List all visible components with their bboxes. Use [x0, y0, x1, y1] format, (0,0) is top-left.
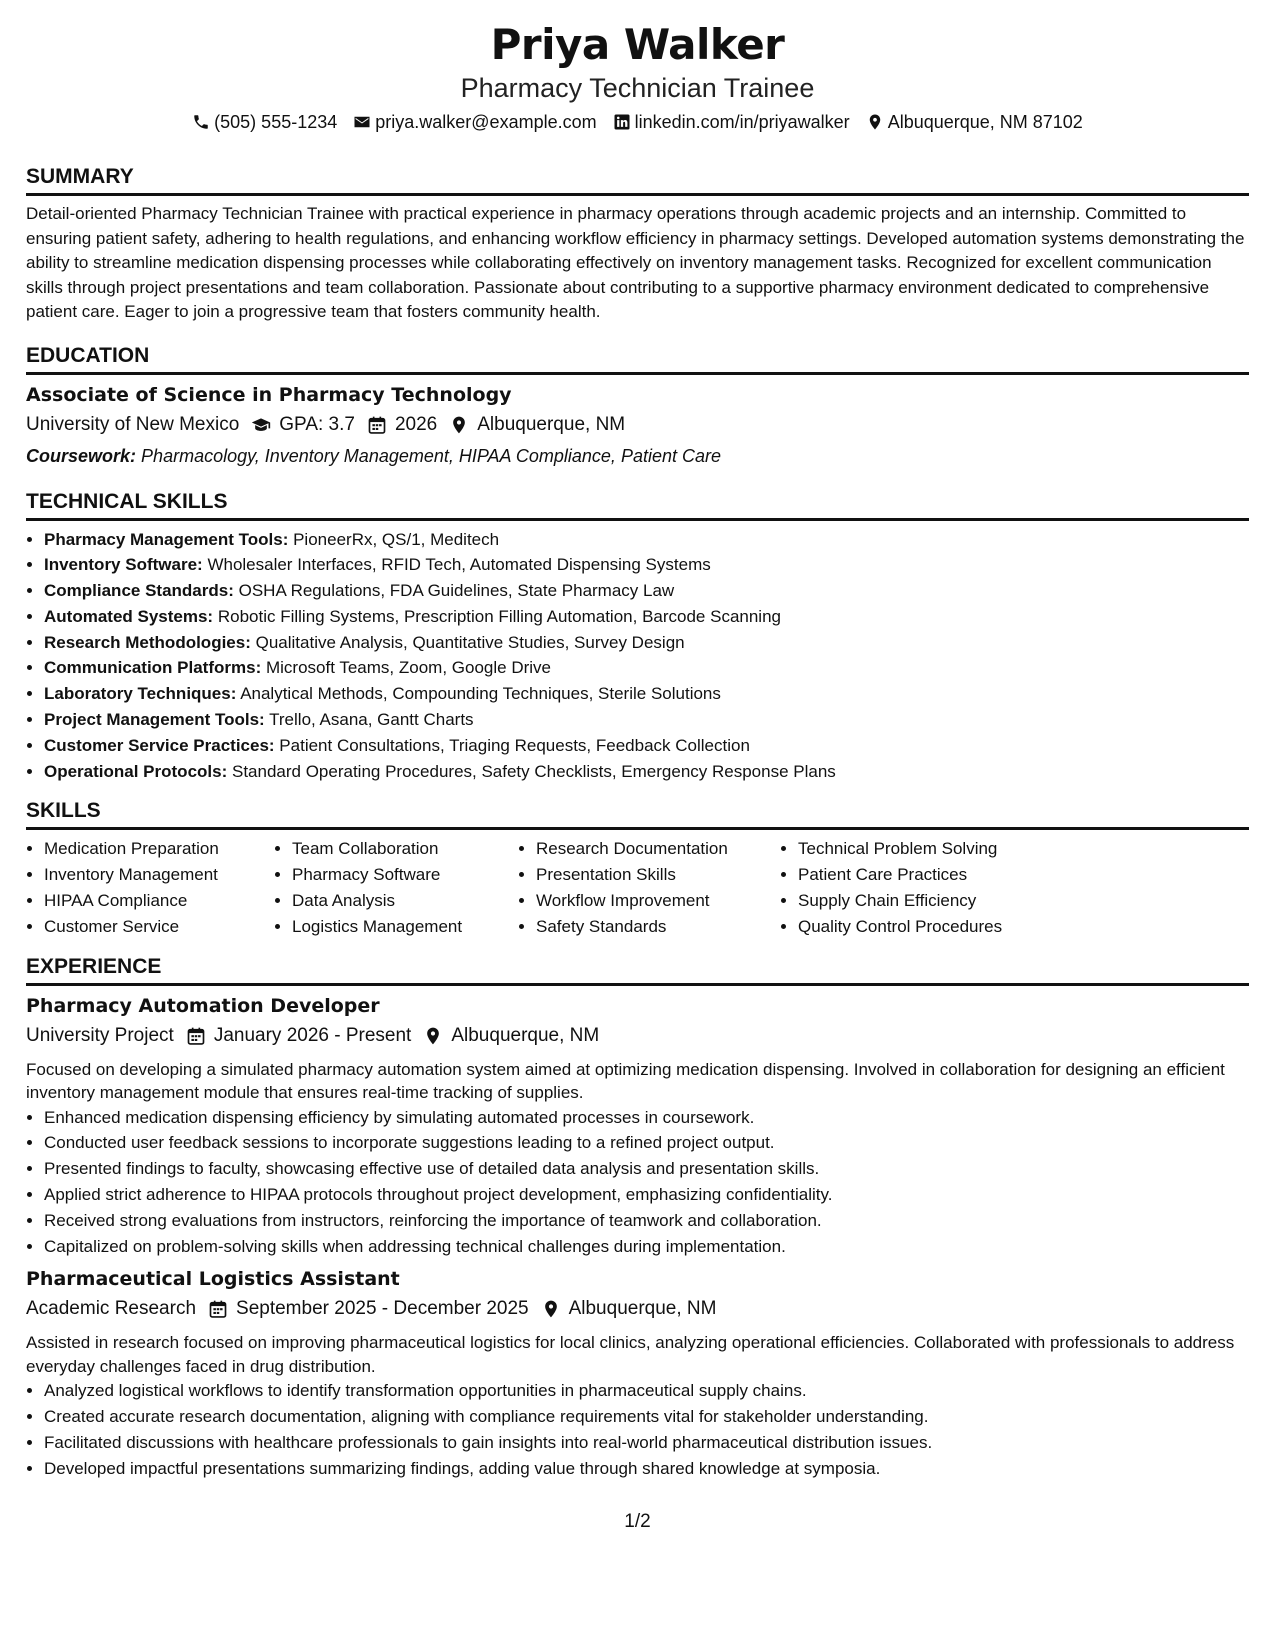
calendar-icon [367, 415, 387, 435]
list-item: • Customer Service [44, 914, 274, 940]
contact-email[interactable] [353, 110, 596, 134]
technical-skills-heading: TECHNICAL SKILLS [26, 489, 1249, 521]
graduation-year-item [367, 411, 437, 439]
summary-heading: SUMMARY [26, 164, 1249, 196]
list-item: • Presentation Skills [536, 862, 780, 888]
education-location-text: Albuquerque, NM [477, 413, 626, 435]
map-pin-icon [423, 1026, 443, 1046]
skill-label: Pharmacy Management Tools: [44, 529, 289, 549]
list-item: • Capitalized on problem-solving skills when addressing technical challenges during implementation. [44, 1234, 1249, 1260]
skill-label: Operational Protocols: [44, 761, 228, 781]
experience-heading: EXPERIENCE [26, 954, 1249, 986]
list-item [44, 681, 1249, 707]
skill-label: Laboratory Techniques: [44, 684, 237, 704]
skills-column [780, 836, 1058, 939]
list-item [44, 527, 1249, 553]
skill-value: Patient Consultations, Triaging Requests, Feedback Collection [279, 735, 750, 755]
list-item: • Data Analysis [292, 888, 518, 914]
job-description: Focused on developing a simulated pharmacy automation system aimed at optimizing medication dispensing. Involved in collaboration for designing an efficient inventory management module that ensures real-time tracking of supplies. [26, 1059, 1225, 1103]
skill-label: Compliance Standards: [44, 581, 234, 601]
job-bullets [26, 1378, 1249, 1481]
job-meta [26, 1295, 1249, 1323]
education-location-item [449, 411, 625, 439]
skill-label: Automated Systems: [44, 606, 214, 626]
skill-value: OSHA Regulations, FDA Guidelines, State Pharmacy Law [238, 581, 675, 601]
skills-grid [26, 836, 1249, 939]
job-organization: Academic Research [26, 1298, 197, 1320]
contact-linkedin[interactable] [613, 110, 850, 134]
candidate-headline: Pharmacy Technician Trainee [460, 73, 815, 103]
list-item: • Research Documentation [536, 836, 780, 862]
contact-bar [26, 110, 1249, 134]
experience-entry [26, 1267, 1249, 1481]
job-location-item [541, 1295, 717, 1323]
skills-heading: SKILLS [26, 798, 1249, 830]
list-item: • HIPAA Compliance [44, 888, 274, 914]
list-item: • Inventory Management [44, 862, 274, 888]
list-item: • Logistics Management [292, 914, 518, 940]
list-item: • Developed impactful presentations summarizing findings, adding value through shared knowledge at symposia. [44, 1456, 1249, 1482]
contact-location [866, 110, 1083, 134]
gpa-text: GPA: 3.7 [279, 413, 355, 435]
contact-email-text: priya.walker@example.com [375, 112, 597, 132]
list-item: • Conducted user feedback sessions to incorporate suggestions leading to a refined project output. [44, 1130, 1249, 1156]
job-meta [26, 1022, 1249, 1050]
list-item [44, 733, 1249, 759]
skill-value: Robotic Filling Systems, Prescription Filling Automation, Barcode Scanning [217, 606, 781, 626]
school-name: University of New Mexico [26, 413, 240, 435]
list-item: • Workflow Improvement [536, 888, 780, 914]
job-bullets [26, 1105, 1249, 1260]
envelope-icon [353, 113, 371, 131]
summary-text: Detail-oriented Pharmacy Technician Trainee with practical experience in pharmacy operations through academic projects and an internship. Committed to ensuring patient safety, adhering to health regulations, and enhancing workflow efficiency in pharmacy settings. Developed automation systems demonstrating the ability to streamline medication dispensing processes while collaborating effectively on inventory management tasks. Recognized for excellent communication skills through project presentations and team collaboration. Passionate about contributing to a supportive pharmacy environment dedicated to comprehensive patient care. Eager to join a progressive team that fosters community health. [26, 204, 1245, 321]
resume-page [26, 20, 1249, 1532]
list-item [44, 604, 1249, 630]
list-item [44, 655, 1249, 681]
skill-label: Customer Service Practices: [44, 735, 275, 755]
job-location: Albuquerque, NM [568, 1298, 717, 1320]
skill-value: Standard Operating Procedures, Safety Checklists, Emergency Response Plans [231, 761, 836, 781]
skill-value: PioneerRx, QS/1, Meditech [293, 529, 500, 549]
list-item [44, 630, 1249, 656]
coursework-line [26, 443, 1249, 469]
skills-column [274, 836, 518, 939]
job-dates-item [186, 1022, 412, 1050]
list-item: • Pharmacy Software [292, 862, 518, 888]
skill-value: Microsoft Teams, Zoom, Google Drive [265, 658, 551, 678]
job-dates-item [208, 1295, 529, 1323]
list-item: • Technical Problem Solving [798, 836, 1058, 862]
coursework-label: Coursework: [26, 445, 137, 466]
graduation-year-text: 2026 [394, 413, 438, 435]
contact-location-text: Albuquerque, NM 87102 [887, 112, 1083, 132]
job-location-item [423, 1022, 599, 1050]
gpa-item [251, 411, 355, 439]
list-item [44, 578, 1249, 604]
phone-icon [192, 113, 210, 131]
experience-entry [26, 994, 1249, 1260]
skill-label: Communication Platforms: [44, 658, 262, 678]
skill-value: Qualitative Analysis, Quantitative Studies, Survey Design [255, 632, 685, 652]
calendar-icon [208, 1299, 228, 1319]
calendar-icon [186, 1026, 206, 1046]
job-title: Pharmacy Automation Developer [26, 994, 380, 1017]
list-item: • Supply Chain Efficiency [798, 888, 1058, 914]
list-item [44, 552, 1249, 578]
list-item: • Analyzed logistical workflows to identify transformation opportunities in pharmaceutical supply chains. [44, 1378, 1249, 1404]
education-meta [26, 411, 1249, 439]
list-item: • Patient Care Practices [798, 862, 1058, 888]
skill-value: Analytical Methods, Compounding Techniques, Sterile Solutions [240, 684, 721, 704]
list-item: • Enhanced medication dispensing efficiency by simulating automated processes in coursework. [44, 1105, 1249, 1131]
list-item: • Quality Control Procedures [798, 914, 1058, 940]
skills-column [26, 836, 274, 939]
list-item: • Received strong evaluations from instructors, reinforcing the importance of teamwork and collaboration. [44, 1208, 1249, 1234]
contact-phone-text: (505) 555-1234 [214, 112, 338, 132]
degree-title: Associate of Science in Pharmacy Technology [26, 383, 512, 406]
skill-label: Inventory Software: [44, 555, 203, 575]
job-organization: University Project [26, 1024, 174, 1046]
map-pin-icon [866, 113, 884, 131]
list-item: • Team Collaboration [292, 836, 518, 862]
list-item [44, 707, 1249, 733]
skill-value: Wholesaler Interfaces, RFID Tech, Automated Dispensing Systems [207, 555, 711, 575]
list-item: • Facilitated discussions with healthcare professionals to gain insights into real-world pharmaceutical distribution issues. [44, 1430, 1249, 1456]
list-item [44, 759, 1249, 785]
skill-label: Research Methodologies: [44, 632, 251, 652]
graduation-cap-icon [251, 415, 271, 435]
coursework-text: Pharmacology, Inventory Management, HIPAA Compliance, Patient Care [141, 445, 721, 466]
technical-skills-list [26, 527, 1249, 785]
linkedin-icon [613, 113, 631, 131]
job-location: Albuquerque, NM [451, 1024, 600, 1046]
education-heading: EDUCATION [26, 343, 1249, 375]
list-item: • Safety Standards [536, 914, 780, 940]
list-item: • Medication Preparation [44, 836, 274, 862]
skills-column [518, 836, 780, 939]
skill-label: Project Management Tools: [44, 710, 265, 730]
contact-linkedin-text: linkedin.com/in/priyawalker [634, 112, 850, 132]
page-number: 1/2 [624, 1511, 651, 1532]
map-pin-icon [449, 415, 469, 435]
list-item: • Created accurate research documentation, aligning with compliance requirements vital for stakeholder understanding. [44, 1404, 1249, 1430]
job-description: Assisted in research focused on improving pharmaceutical logistics for local clinics, analyzing operational efficiencies. Collaborated with professionals to address everyday challenges faced in drug distribution. [26, 1333, 1235, 1376]
map-pin-icon [541, 1299, 561, 1319]
contact-phone [192, 110, 337, 134]
candidate-name: Priya Walker [490, 20, 785, 69]
job-dates: September 2025 - December 2025 [236, 1298, 529, 1320]
job-dates: January 2026 - Present [213, 1024, 412, 1046]
list-item: • Presented findings to faculty, showcasing effective use of detailed data analysis and presentation skills. [44, 1156, 1249, 1182]
skill-value: Trello, Asana, Gantt Charts [269, 710, 474, 730]
list-item: • Applied strict adherence to HIPAA protocols throughout project development, emphasizing confidentiality. [44, 1182, 1249, 1208]
job-title: Pharmaceutical Logistics Assistant [26, 1268, 400, 1291]
